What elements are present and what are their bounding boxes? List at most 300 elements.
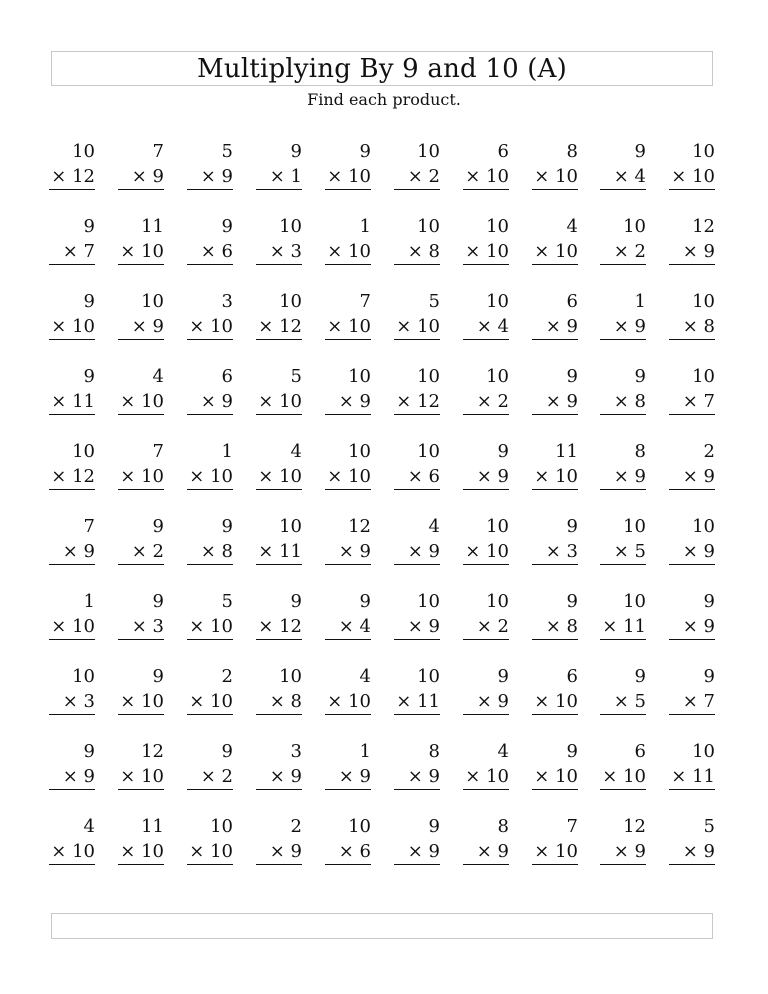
problem-multiplicand: 9 xyxy=(566,366,578,387)
problem-multiplier: × 9 xyxy=(394,614,440,640)
problem-multiplicand: 11 xyxy=(141,816,164,837)
problem-multiplicand: 10 xyxy=(279,216,302,237)
problem-multiplier: × 9 xyxy=(118,164,164,190)
multiplication-problem xyxy=(325,214,371,264)
multiplication-problem xyxy=(325,439,371,489)
problem-multiplier: × 10 xyxy=(325,689,371,715)
problem-multiplicand: 4 xyxy=(359,666,371,687)
multiplication-problem xyxy=(394,514,440,564)
problem-multiplicand: 10 xyxy=(279,666,302,687)
multiplication-problem xyxy=(394,814,440,864)
problem-multiplier: × 9 xyxy=(463,839,509,865)
problem-multiplicand: 6 xyxy=(497,141,509,162)
problem-multiplier: × 10 xyxy=(118,464,164,490)
multiplication-problem xyxy=(118,814,164,864)
multiplication-problem xyxy=(256,514,302,564)
multiplication-problem xyxy=(463,814,509,864)
multiplication-problem xyxy=(394,214,440,264)
multiplication-problem xyxy=(394,739,440,789)
problem-multiplier: × 10 xyxy=(463,164,509,190)
multiplication-problem xyxy=(256,364,302,414)
multiplication-problem xyxy=(463,514,509,564)
problem-multiplicand: 10 xyxy=(486,216,509,237)
problem-multiplier: × 2 xyxy=(463,389,509,415)
problem-multiplier: × 10 xyxy=(49,614,95,640)
problem-multiplier: × 2 xyxy=(394,164,440,190)
instructions: Find each product. xyxy=(307,90,461,109)
multiplication-problem xyxy=(600,214,646,264)
multiplication-problem xyxy=(187,814,233,864)
multiplication-problem xyxy=(118,664,164,714)
multiplication-problem xyxy=(187,289,233,339)
multiplication-problem xyxy=(49,514,95,564)
multiplication-problem xyxy=(118,514,164,564)
problem-multiplicand: 6 xyxy=(221,366,233,387)
problem-multiplier: × 9 xyxy=(49,539,95,565)
multiplication-problem xyxy=(49,364,95,414)
problem-multiplier: × 10 xyxy=(256,389,302,415)
problem-multiplier: × 7 xyxy=(669,389,715,415)
problem-multiplicand: 10 xyxy=(623,216,646,237)
multiplication-problem xyxy=(669,664,715,714)
multiplication-problem xyxy=(600,814,646,864)
multiplication-problem xyxy=(669,514,715,564)
problem-multiplier: × 3 xyxy=(49,689,95,715)
problem-multiplicand: 9 xyxy=(566,741,578,762)
multiplication-problem xyxy=(532,139,578,189)
multiplication-problem xyxy=(49,589,95,639)
multiplication-problem xyxy=(600,364,646,414)
problem-multiplier: × 2 xyxy=(463,614,509,640)
problem-multiplier: × 2 xyxy=(187,764,233,790)
multiplication-problem xyxy=(532,814,578,864)
problem-multiplicand: 9 xyxy=(152,516,164,537)
problem-multiplicand: 5 xyxy=(290,366,302,387)
problem-multiplicand: 10 xyxy=(279,291,302,312)
worksheet-title: Multiplying By 9 and 10 (A) xyxy=(51,51,713,86)
problem-multiplier: × 10 xyxy=(532,239,578,265)
problem-multiplier: × 10 xyxy=(669,164,715,190)
multiplication-problem xyxy=(463,439,509,489)
problem-multiplier: × 5 xyxy=(600,539,646,565)
problem-multiplicand: 9 xyxy=(359,591,371,612)
multiplication-problem xyxy=(669,289,715,339)
multiplication-problem xyxy=(187,514,233,564)
problem-multiplier: × 10 xyxy=(118,764,164,790)
problem-multiplier: × 8 xyxy=(600,389,646,415)
multiplication-problem xyxy=(394,289,440,339)
problem-multiplicand: 4 xyxy=(497,741,509,762)
problem-multiplicand: 10 xyxy=(486,366,509,387)
multiplication-problem xyxy=(600,739,646,789)
problem-multiplicand: 5 xyxy=(221,141,233,162)
problem-multiplicand: 9 xyxy=(566,516,578,537)
problem-multiplier: × 4 xyxy=(463,314,509,340)
multiplication-problem xyxy=(600,289,646,339)
multiplication-problem xyxy=(325,514,371,564)
multiplication-problem xyxy=(256,439,302,489)
multiplication-problem xyxy=(600,589,646,639)
problem-multiplicand: 10 xyxy=(417,441,440,462)
footer-box xyxy=(51,913,713,939)
problem-multiplicand: 7 xyxy=(566,816,578,837)
problem-multiplicand: 9 xyxy=(83,291,95,312)
problem-multiplier: × 1 xyxy=(256,164,302,190)
problem-multiplicand: 10 xyxy=(210,816,233,837)
problem-multiplier: × 9 xyxy=(463,464,509,490)
problem-multiplier: × 9 xyxy=(187,164,233,190)
problem-multiplicand: 9 xyxy=(290,141,302,162)
problem-multiplier: × 9 xyxy=(394,539,440,565)
problem-multiplier: × 10 xyxy=(118,839,164,865)
problem-multiplicand: 10 xyxy=(348,816,371,837)
multiplication-problem xyxy=(49,289,95,339)
multiplication-problem xyxy=(187,364,233,414)
problem-multiplicand: 3 xyxy=(221,291,233,312)
problem-multiplicand: 10 xyxy=(348,441,371,462)
problem-multiplicand: 9 xyxy=(290,591,302,612)
problem-multiplicand: 10 xyxy=(417,666,440,687)
problem-multiplicand: 4 xyxy=(290,441,302,462)
problem-multiplier: × 10 xyxy=(187,689,233,715)
problem-multiplicand: 12 xyxy=(623,816,646,837)
multiplication-problem xyxy=(394,364,440,414)
multiplication-problem xyxy=(463,364,509,414)
problem-multiplier: × 4 xyxy=(325,614,371,640)
problem-multiplier: × 9 xyxy=(669,539,715,565)
problem-multiplicand: 12 xyxy=(348,516,371,537)
multiplication-problem xyxy=(463,289,509,339)
problem-multiplier: × 9 xyxy=(600,839,646,865)
problem-multiplier: × 10 xyxy=(463,764,509,790)
problem-multiplier: × 10 xyxy=(325,164,371,190)
problem-multiplier: × 10 xyxy=(187,314,233,340)
problem-multiplicand: 9 xyxy=(497,666,509,687)
problem-multiplier: × 12 xyxy=(49,164,95,190)
problem-multiplicand: 3 xyxy=(290,741,302,762)
problem-multiplier: × 12 xyxy=(394,389,440,415)
problem-multiplicand: 10 xyxy=(692,291,715,312)
problem-multiplier: × 6 xyxy=(325,839,371,865)
problem-multiplicand: 10 xyxy=(623,516,646,537)
problem-multiplicand: 10 xyxy=(72,141,95,162)
problem-multiplicand: 9 xyxy=(83,366,95,387)
problem-multiplier: × 10 xyxy=(463,239,509,265)
multiplication-problem xyxy=(532,364,578,414)
problem-multiplicand: 9 xyxy=(497,441,509,462)
multiplication-problem xyxy=(532,289,578,339)
problem-multiplier: × 10 xyxy=(187,839,233,865)
multiplication-problem xyxy=(118,364,164,414)
problem-multiplier: × 10 xyxy=(49,839,95,865)
problem-multiplier: × 4 xyxy=(600,164,646,190)
multiplication-problem xyxy=(49,739,95,789)
problem-multiplier: × 10 xyxy=(600,764,646,790)
problem-multiplicand: 4 xyxy=(152,366,164,387)
problem-multiplier: × 9 xyxy=(600,314,646,340)
problem-multiplier: × 9 xyxy=(187,389,233,415)
problem-multiplicand: 2 xyxy=(703,441,715,462)
multiplication-problem xyxy=(325,289,371,339)
problem-multiplier: × 9 xyxy=(256,764,302,790)
problem-multiplicand: 8 xyxy=(428,741,440,762)
problem-multiplier: × 9 xyxy=(118,314,164,340)
problem-multiplicand: 10 xyxy=(692,141,715,162)
multiplication-problem xyxy=(669,364,715,414)
multiplication-problem xyxy=(669,814,715,864)
problem-multiplicand: 9 xyxy=(634,141,646,162)
multiplication-problem xyxy=(394,664,440,714)
problem-multiplicand: 10 xyxy=(279,516,302,537)
multiplication-problem xyxy=(187,139,233,189)
problem-multiplicand: 9 xyxy=(566,591,578,612)
problem-multiplicand: 9 xyxy=(703,666,715,687)
multiplication-problem xyxy=(669,214,715,264)
problem-multiplier: × 10 xyxy=(394,314,440,340)
multiplication-problem xyxy=(394,589,440,639)
multiplication-problem xyxy=(118,589,164,639)
problem-multiplicand: 10 xyxy=(417,591,440,612)
multiplication-problem xyxy=(532,514,578,564)
problem-multiplier: × 9 xyxy=(669,464,715,490)
problem-multiplier: × 9 xyxy=(463,689,509,715)
problem-multiplier: × 11 xyxy=(600,614,646,640)
problem-multiplier: × 10 xyxy=(532,839,578,865)
problem-multiplier: × 10 xyxy=(532,764,578,790)
multiplication-problem xyxy=(118,289,164,339)
problem-multiplier: × 9 xyxy=(325,539,371,565)
problem-multiplier: × 9 xyxy=(256,839,302,865)
multiplication-problem xyxy=(256,664,302,714)
multiplication-problem xyxy=(600,139,646,189)
multiplication-problem xyxy=(49,814,95,864)
problem-multiplier: × 12 xyxy=(256,614,302,640)
problem-multiplier: × 2 xyxy=(118,539,164,565)
multiplication-problem xyxy=(325,664,371,714)
problem-multiplicand: 10 xyxy=(348,366,371,387)
problem-multiplier: × 6 xyxy=(187,239,233,265)
problem-multiplier: × 9 xyxy=(532,389,578,415)
problem-multiplier: × 8 xyxy=(394,239,440,265)
problem-multiplicand: 9 xyxy=(703,591,715,612)
multiplication-problem xyxy=(669,139,715,189)
problem-multiplier: × 11 xyxy=(256,539,302,565)
problem-multiplier: × 3 xyxy=(532,539,578,565)
problem-multiplicand: 7 xyxy=(152,141,164,162)
problem-multiplier: × 10 xyxy=(325,314,371,340)
multiplication-problem xyxy=(463,214,509,264)
problem-multiplier: × 8 xyxy=(187,539,233,565)
problem-multiplicand: 7 xyxy=(152,441,164,462)
multiplication-problem xyxy=(49,214,95,264)
problem-multiplicand: 4 xyxy=(83,816,95,837)
problem-multiplicand: 6 xyxy=(566,291,578,312)
multiplication-problem xyxy=(463,139,509,189)
problem-multiplier: × 10 xyxy=(532,689,578,715)
multiplication-problem xyxy=(187,214,233,264)
problem-multiplier: × 3 xyxy=(118,614,164,640)
problem-multiplicand: 10 xyxy=(486,516,509,537)
problem-multiplier: × 9 xyxy=(325,389,371,415)
problem-multiplicand: 9 xyxy=(152,591,164,612)
problem-multiplicand: 9 xyxy=(221,741,233,762)
multiplication-problem xyxy=(532,739,578,789)
multiplication-problem xyxy=(118,214,164,264)
problem-multiplicand: 1 xyxy=(359,741,371,762)
multiplication-problem xyxy=(118,139,164,189)
problem-multiplier: × 7 xyxy=(49,239,95,265)
multiplication-problem xyxy=(187,739,233,789)
problem-multiplicand: 9 xyxy=(428,816,440,837)
multiplication-problem xyxy=(118,439,164,489)
multiplication-problem xyxy=(325,139,371,189)
multiplication-problem xyxy=(394,139,440,189)
multiplication-problem xyxy=(532,439,578,489)
problem-multiplicand: 10 xyxy=(692,366,715,387)
multiplication-problem xyxy=(532,214,578,264)
problem-multiplicand: 6 xyxy=(566,666,578,687)
problem-multiplier: × 8 xyxy=(256,689,302,715)
problem-multiplicand: 1 xyxy=(221,441,233,462)
problem-multiplier: × 12 xyxy=(49,464,95,490)
multiplication-problem xyxy=(532,664,578,714)
multiplication-problem xyxy=(256,739,302,789)
multiplication-problem xyxy=(394,439,440,489)
multiplication-problem xyxy=(669,739,715,789)
multiplication-problem xyxy=(325,364,371,414)
problem-multiplicand: 10 xyxy=(692,741,715,762)
problem-multiplier: × 9 xyxy=(669,614,715,640)
multiplication-problem xyxy=(256,214,302,264)
problem-multiplicand: 9 xyxy=(221,516,233,537)
problem-multiplicand: 1 xyxy=(634,291,646,312)
problem-multiplicand: 7 xyxy=(83,516,95,537)
problem-multiplier: × 10 xyxy=(532,464,578,490)
problem-multiplier: × 7 xyxy=(669,689,715,715)
problem-multiplier: × 10 xyxy=(187,614,233,640)
problem-multiplicand: 8 xyxy=(497,816,509,837)
problem-multiplier: × 10 xyxy=(118,239,164,265)
problem-multiplicand: 9 xyxy=(221,216,233,237)
problem-multiplier: × 12 xyxy=(256,314,302,340)
multiplication-problem xyxy=(669,589,715,639)
problem-multiplicand: 10 xyxy=(486,291,509,312)
problem-multiplicand: 7 xyxy=(359,291,371,312)
problem-multiplicand: 1 xyxy=(359,216,371,237)
multiplication-problem xyxy=(325,814,371,864)
multiplication-problem xyxy=(600,664,646,714)
problem-multiplicand: 10 xyxy=(417,216,440,237)
problem-multiplier: × 10 xyxy=(463,539,509,565)
multiplication-problem xyxy=(532,589,578,639)
problem-multiplicand: 10 xyxy=(141,291,164,312)
problem-multiplicand: 12 xyxy=(141,741,164,762)
multiplication-problem xyxy=(256,139,302,189)
multiplication-problem xyxy=(256,814,302,864)
problem-multiplicand: 10 xyxy=(692,516,715,537)
problem-multiplicand: 9 xyxy=(359,141,371,162)
problem-multiplicand: 6 xyxy=(634,741,646,762)
problem-multiplicand: 2 xyxy=(290,816,302,837)
multiplication-problem xyxy=(49,439,95,489)
problem-multiplicand: 10 xyxy=(72,441,95,462)
problem-multiplier: × 9 xyxy=(394,839,440,865)
problem-multiplicand: 9 xyxy=(634,366,646,387)
multiplication-problem xyxy=(256,289,302,339)
problem-multiplier: × 9 xyxy=(325,764,371,790)
problem-multiplier: × 11 xyxy=(394,689,440,715)
problem-multiplicand: 11 xyxy=(555,441,578,462)
multiplication-problem xyxy=(187,589,233,639)
problem-multiplier: × 10 xyxy=(256,464,302,490)
multiplication-problem xyxy=(187,439,233,489)
problem-multiplicand: 4 xyxy=(428,516,440,537)
problem-multiplicand: 10 xyxy=(72,666,95,687)
problem-multiplier: × 10 xyxy=(118,689,164,715)
problem-multiplier: × 9 xyxy=(669,239,715,265)
problem-multiplicand: 10 xyxy=(623,591,646,612)
problem-multiplier: × 3 xyxy=(256,239,302,265)
problem-multiplier: × 10 xyxy=(118,389,164,415)
problem-multiplicand: 8 xyxy=(566,141,578,162)
problem-multiplicand: 5 xyxy=(221,591,233,612)
problem-multiplicand: 11 xyxy=(141,216,164,237)
multiplication-problem xyxy=(600,439,646,489)
multiplication-problem xyxy=(49,664,95,714)
problem-multiplier: × 9 xyxy=(669,839,715,865)
problem-multiplier: × 9 xyxy=(394,764,440,790)
problem-multiplicand: 10 xyxy=(486,591,509,612)
problem-multiplicand: 9 xyxy=(83,216,95,237)
problem-multiplier: × 9 xyxy=(600,464,646,490)
problem-multiplicand: 1 xyxy=(83,591,95,612)
multiplication-problem xyxy=(187,664,233,714)
problem-multiplier: × 10 xyxy=(49,314,95,340)
multiplication-problem xyxy=(325,589,371,639)
problem-multiplicand: 4 xyxy=(566,216,578,237)
multiplication-problem xyxy=(118,739,164,789)
problem-multiplicand: 9 xyxy=(83,741,95,762)
multiplication-problem xyxy=(463,739,509,789)
multiplication-problem xyxy=(463,664,509,714)
problem-multiplicand: 10 xyxy=(417,141,440,162)
problem-multiplier: × 10 xyxy=(325,464,371,490)
multiplication-problem xyxy=(49,139,95,189)
multiplication-problem xyxy=(256,589,302,639)
problem-multiplier: × 10 xyxy=(325,239,371,265)
problem-multiplier: × 8 xyxy=(669,314,715,340)
problem-multiplier: × 9 xyxy=(49,764,95,790)
problem-multiplier: × 10 xyxy=(187,464,233,490)
problem-multiplicand: 5 xyxy=(703,816,715,837)
problem-multiplier: × 11 xyxy=(669,764,715,790)
multiplication-problem xyxy=(600,514,646,564)
problem-multiplier: × 10 xyxy=(532,164,578,190)
problem-multiplicand: 9 xyxy=(152,666,164,687)
problem-multiplier: × 2 xyxy=(600,239,646,265)
problem-multiplier: × 5 xyxy=(600,689,646,715)
problem-multiplier: × 8 xyxy=(532,614,578,640)
multiplication-problem xyxy=(325,739,371,789)
problem-multiplier: × 6 xyxy=(394,464,440,490)
problem-multiplicand: 10 xyxy=(417,366,440,387)
problem-multiplicand: 5 xyxy=(428,291,440,312)
problem-multiplier: × 11 xyxy=(49,389,95,415)
multiplication-problem xyxy=(669,439,715,489)
problem-multiplicand: 2 xyxy=(221,666,233,687)
problem-multiplier: × 9 xyxy=(532,314,578,340)
multiplication-problem xyxy=(463,589,509,639)
